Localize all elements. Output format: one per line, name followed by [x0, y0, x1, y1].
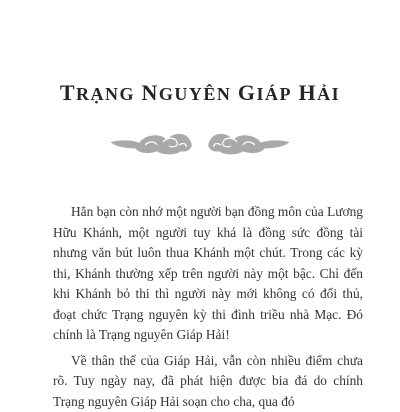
title-word-3-rest: IÁP [257, 84, 293, 104]
paragraph-1: Hẳn bạn còn nhớ một người bạn đồng môn của Lương Hữu Khánh, một người tuy khá là đồng sức đồng tài nhưng văn bút luôn thua Khánh một chút. Trong các kỳ thi, Khánh thường xếp trên người này một bậc. Chỉ đến khi Khánh bỏ thi thì người này mới không có đối thủ, đoạt chức Trạng nguyên kỳ thi đình triều nhà Mạc. Đó chính là Trạng nguyên Giáp Hải! [53, 202, 363, 346]
title-word-4-rest: ẢI [317, 84, 340, 104]
title-word-1-initial: T [60, 80, 76, 105]
right-cloud-icon [208, 133, 291, 155]
chapter-title [0, 80, 400, 106]
left-cloud-icon [109, 133, 192, 155]
body-text [53, 202, 363, 412]
title-word-3-initial: G [238, 80, 257, 105]
paragraph-2: Về thân thế của Giáp Hải, vẫn còn nhiều điểm chưa rõ. Tuy ngày nay, đã phát hiện được bia đá do chính Trạng nguyên Giáp Hải soạn cho cha, qua đó [53, 351, 363, 412]
cloud-ornament-icon [105, 118, 295, 158]
title-word-2-rest: GUYÊN [159, 84, 232, 104]
title-word-2-initial: N [142, 80, 159, 105]
title-word-1-rest: RẠNG [76, 84, 135, 104]
title-word-4-initial: H [299, 80, 318, 105]
